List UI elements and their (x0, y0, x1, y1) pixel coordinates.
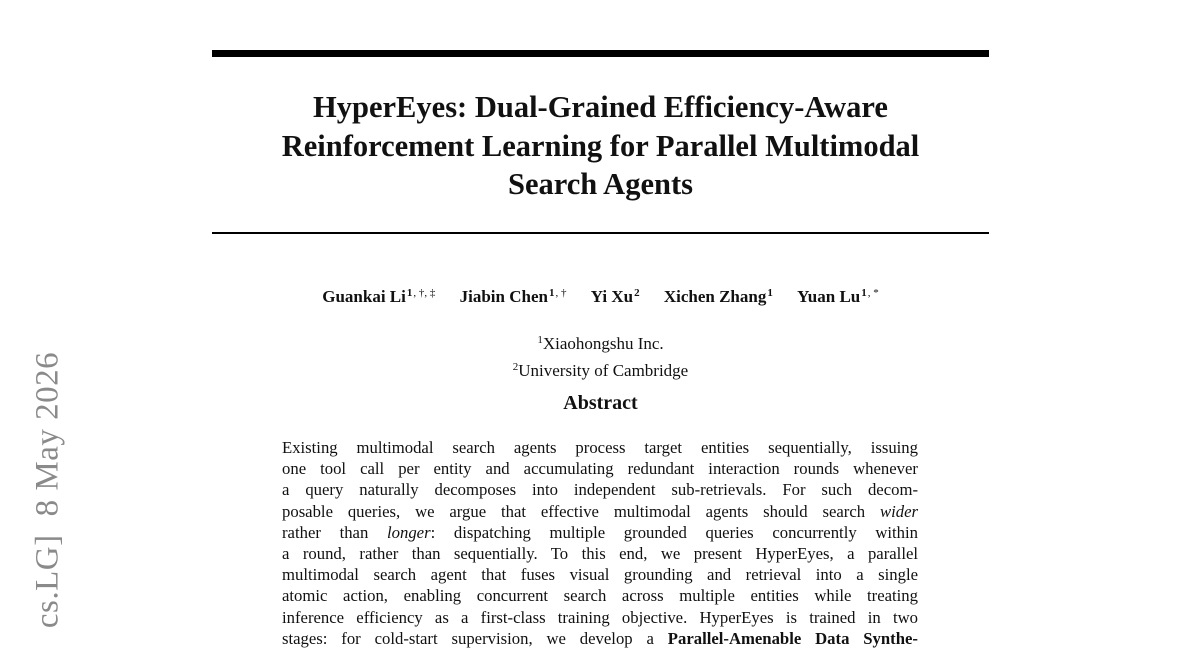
abstract-text-run: inference efficiency as a first-class training objective. HyperEyes is trained in two (282, 607, 918, 627)
abstract-line (282, 479, 918, 500)
author-affiliation-mark: 1 (861, 287, 867, 299)
affiliation (212, 329, 989, 356)
affiliation (212, 356, 989, 383)
title-line: Reinforcement Learning for Parallel Multimodal (281, 128, 920, 163)
author-name: Yuan Lu (797, 287, 861, 306)
author (460, 287, 567, 307)
abstract-line (282, 543, 918, 564)
abstract-line (282, 607, 918, 628)
author-symbol-mark: , † (555, 287, 567, 299)
affiliation-number: 1 (537, 334, 543, 346)
author-list (212, 287, 989, 307)
author-name: Guankai Li (322, 287, 406, 306)
author (322, 287, 435, 307)
arxiv-category: cs.LG] (29, 534, 66, 629)
abstract-text-run: a query naturally decomposes into independent sub-retrievals. For such decom- (282, 480, 918, 500)
abstract-text-run: multimodal search agent that fuses visual grounding and retrieval into a single (282, 565, 918, 585)
author-symbol-mark: , * (867, 287, 879, 299)
abstract-text-run: posable queries, we argue that effective multimodal agents should search (282, 501, 880, 521)
author-affiliation-mark: 1 (548, 287, 555, 299)
author-affiliation-mark: 1 (767, 287, 773, 299)
title-line: Search Agents (508, 167, 693, 201)
affiliation-number: 2 (512, 360, 519, 373)
abstract-line (282, 458, 918, 479)
author (664, 287, 773, 307)
abstract-emphasis: wider (879, 501, 918, 521)
author-affiliation-mark: 1 (406, 287, 413, 299)
arxiv-stamp (30, 352, 67, 628)
affiliation-list (212, 329, 989, 382)
title-line: HyperEyes: Dual-Grained Efficiency-Aware (313, 90, 888, 124)
abstract-text-run: atomic action, enabling concurrent search across multiple entities while treating (282, 586, 918, 606)
abstract-text-run: rather than (282, 522, 387, 542)
abstract-text-run: one tool call per entity and accumulating redundant interaction rounds whenever (282, 459, 918, 479)
author-name: Jiabin Chen (459, 287, 548, 306)
abstract-line (282, 501, 918, 522)
title-bottom-rule (212, 232, 989, 234)
paper-title (212, 88, 989, 204)
abstract-emphasis: longer (387, 522, 431, 542)
abstract-line (282, 564, 918, 585)
abstract-text-run: stages: for cold-start supervision, we develop a (282, 628, 668, 648)
abstract-line (282, 628, 918, 649)
abstract-text-run: a round, rather than sequentially. To this end, we present HyperEyes, a parallel (282, 544, 918, 564)
author (797, 287, 879, 307)
author-symbol-mark: , †, ‡ (413, 287, 436, 299)
abstract-bold: Parallel-Amenable Data Synthe- (667, 628, 918, 648)
author-affiliation-mark: 2 (634, 287, 640, 299)
author-name: Yi Xu (590, 287, 634, 306)
arxiv-date: 8 May 2026 (29, 351, 66, 517)
abstract-text-run: Existing multimodal search agents process target entities sequentially, issuing (282, 438, 918, 457)
affiliation-name: Xiaohongshu Inc. (542, 334, 664, 353)
abstract-line (282, 522, 918, 543)
author (591, 287, 640, 307)
title-top-rule (212, 50, 989, 57)
abstract-text-run: : dispatching multiple grounded queries concurrently within (430, 522, 919, 542)
affiliation-name: University of Cambridge (518, 360, 689, 380)
abstract-line (282, 585, 918, 606)
abstract-text (282, 437, 918, 649)
author-name: Xichen Zhang (663, 287, 767, 306)
abstract-heading: Abstract (563, 392, 638, 414)
abstract-line (282, 437, 918, 458)
